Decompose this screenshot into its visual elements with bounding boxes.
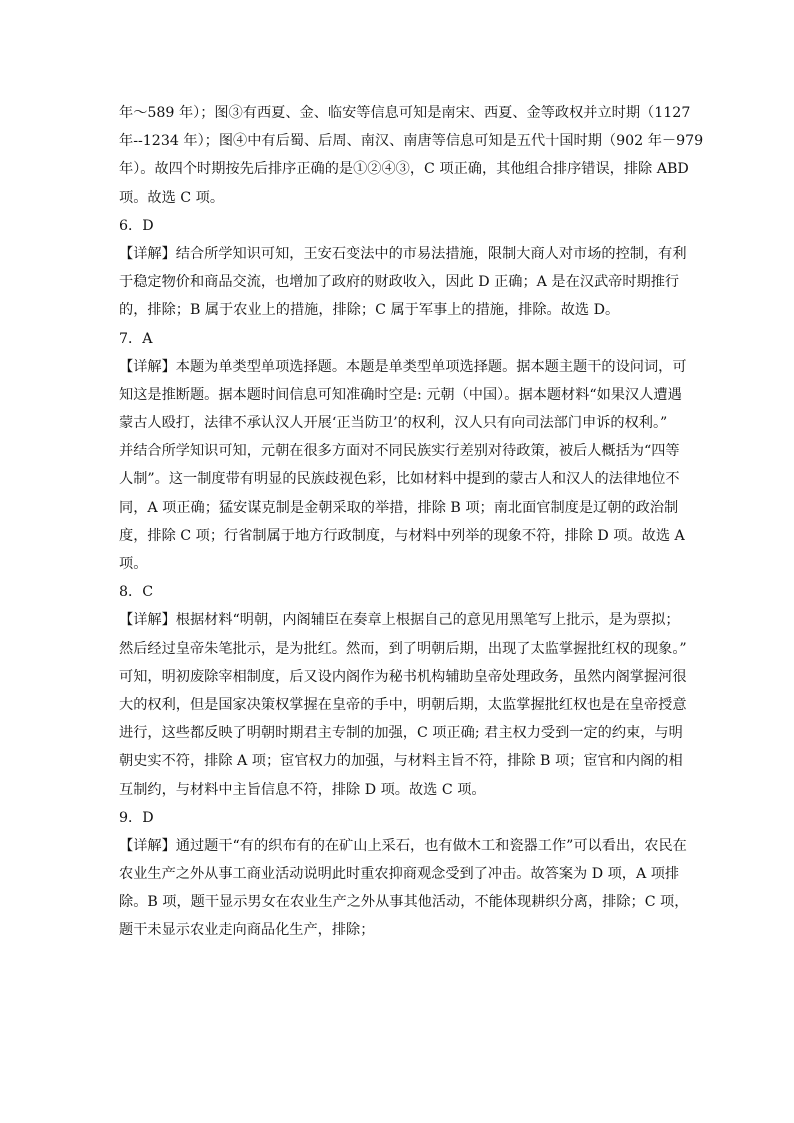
text-line: 进行，这些都反映了明朝时期君主专制的加强，C 项正确; 君主权力受到一定的约束，与明 [119, 725, 683, 742]
text-line: 知这是推断题。据本题时间信息可知准确时空是: 元朝（中国）。据本题材料“如果汉人遭遇 [119, 386, 682, 403]
text-line: 度，排除 C 项；行省制属于地方行政制度，与材料中列举的现象不符，排除 D 项。故选 A [119, 527, 685, 544]
text-line: 项。故选 C 项。 [119, 189, 225, 206]
answer-document [119, 99, 704, 945]
text-line: 同，A 项正确；猛安谋克制是金朝采取的举措，排除 B 项；南北面官制度是辽朝的政治制 [119, 499, 679, 516]
text-line: 大的权利，但是国家决策权掌握在皇帝的手中，明朝后期，太监掌握批红权也是在皇帝授意 [119, 696, 687, 713]
text-line: 并结合所学知识可知，元朝在很多方面对不同民族实行差别对待政策，被后人概括为“四等 [119, 443, 680, 460]
text-line: 年--1234 年）；图④中有后蜀、后周、南汉、南唐等信息可知是五代十国时期（902 年－979 [119, 133, 704, 150]
text-line: 于稳定物价和商品交流，也增加了政府的财政收入，因此 D 正确；A 是在汉武帝时期推行 [119, 274, 680, 291]
text-line: 年～589 年）；图③有西夏、金、临安等信息可知是南宋、西夏、金等政权并立时期（1127 [119, 105, 691, 121]
text-line: 蒙古人殴打，法律不承认汉人开展‘正当防卫’的权利，汉人只有向司法部门申诉的权利。” [119, 415, 668, 432]
text-line: 朝史实不符，排除 A 项；宦官权力的加强，与材料主旨不符，排除 B 项；宦官和内阁的相 [119, 753, 683, 770]
answer-label-8: 8．C [119, 584, 154, 601]
text-line: 人制”。这一制度带有明显的民族歧视色彩，比如材料中提到的蒙古人和汉人的法律地位不 [119, 471, 680, 488]
text-line: 可知，明初废除宰相制度，后又设内阁作为秘书机构辅助皇帝处理政务，虽然内阁掌握河很 [119, 668, 687, 685]
answer-label-9: 9．D [119, 809, 154, 826]
text-line: 年）。故四个时期按先后排序正确的是①②④③，C 项正确，其他组合排序错误，排除 ABD [119, 161, 689, 178]
explanation-line: 【详解】本题为单类型单项选择题。本题是单类型单项选择题。据本题主题干的设问词，可 [119, 358, 687, 375]
explanation-line: 【详解】结合所学知识可知，王安石变法中的市易法措施，限制大商人对市场的控制，有利 [119, 245, 687, 262]
text-line: 的，排除；B 属于农业上的措施，排除；C 属于军事上的措施，排除。故选 D。 [119, 302, 620, 319]
answer-label-7: 7．A [119, 330, 153, 347]
text-line: 项。 [119, 556, 148, 572]
text-line: 除。B 项，题干显示男女在农业生产之外从事其他活动，不能体现耕织分离，排除；C 项， [119, 894, 689, 911]
text-line: 题干未显示农业走向商品化生产，排除； [119, 922, 375, 939]
text-line: 然后经过皇帝朱笔批示，是为批红。然而，到了明朝后期，出现了太监掌握批红权的现象。” [119, 640, 687, 657]
answer-label-6: 6．D [119, 217, 154, 234]
text-line: 农业生产之外从事工商业活动说明此时重农抑商观念受到了冲击。故答案为 D 项，A 项排 [119, 866, 680, 883]
explanation-line: 【详解】通过题干“有的织布有的在矿山上采石，也有做木工和瓷器工作”可以看出，农民在 [119, 837, 687, 854]
text-line: 互制约，与材料中主旨信息不符，排除 D 项。故选 C 项。 [119, 781, 486, 798]
explanation-line: 【详解】根据材料“明朝，内阁辅臣在奏章上根据自己的意见用黑笔写上批示，是为票拟； [119, 612, 680, 629]
